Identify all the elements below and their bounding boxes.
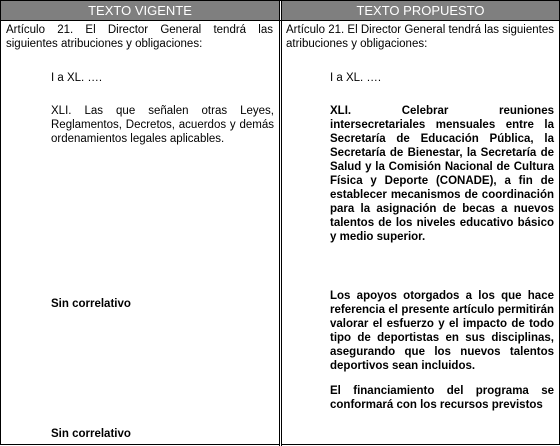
header-divider — [1, 20, 559, 21]
header-texto-propuesto: TEXTO PROPUESTO — [282, 1, 559, 20]
left-intro: Artículo 21. El Director General tendrá las siguientes atribuciones y obligaciones: — [6, 24, 273, 50]
header-texto-vigente: TEXTO VIGENTE — [1, 1, 279, 20]
left-xli: XLI. Las que señalen otras Leyes, Reglamentos, Decretos, acuerdos y demás ordenamientos legales aplicables. — [51, 105, 274, 145]
column-divider — [279, 1, 282, 446]
right-financiamiento: El financiamiento del programa se conformará con los recursos previstos — [330, 385, 554, 411]
right-range: I a XL. …. — [330, 72, 382, 84]
right-apoyos: Los apoyos otorgados a los que hace referencia el presente artículo permitirán valorar el esfuerzo y el impacto de todo tipo de deportistas en sus disciplinas, asegurando que los nuevos talentos deportivos sean incluidos. — [330, 290, 554, 372]
left-sin-correlativo-1: Sin correlativo — [51, 298, 131, 310]
right-xli: XLI. Celebrar reuniones intersecretariales mensuales entre la Secretaría de Educación Pública, la Secretaría de Bienestar, la Secretaría de Salud y la Comisión Nacional de Cultura Física y Deporte (CONADE), a fin de establecer mecanismos de coordinación para la asignación de becas a nuevos talentos de los niveles educativo básico y medio superior. — [330, 105, 554, 243]
left-range: I a XL. …. — [51, 72, 103, 84]
left-sin-correlativo-2: Sin correlativo — [51, 428, 131, 440]
right-intro: Artículo 21. El Director General tendrá las siguientes atribuciones y obligaciones: — [286, 24, 554, 50]
